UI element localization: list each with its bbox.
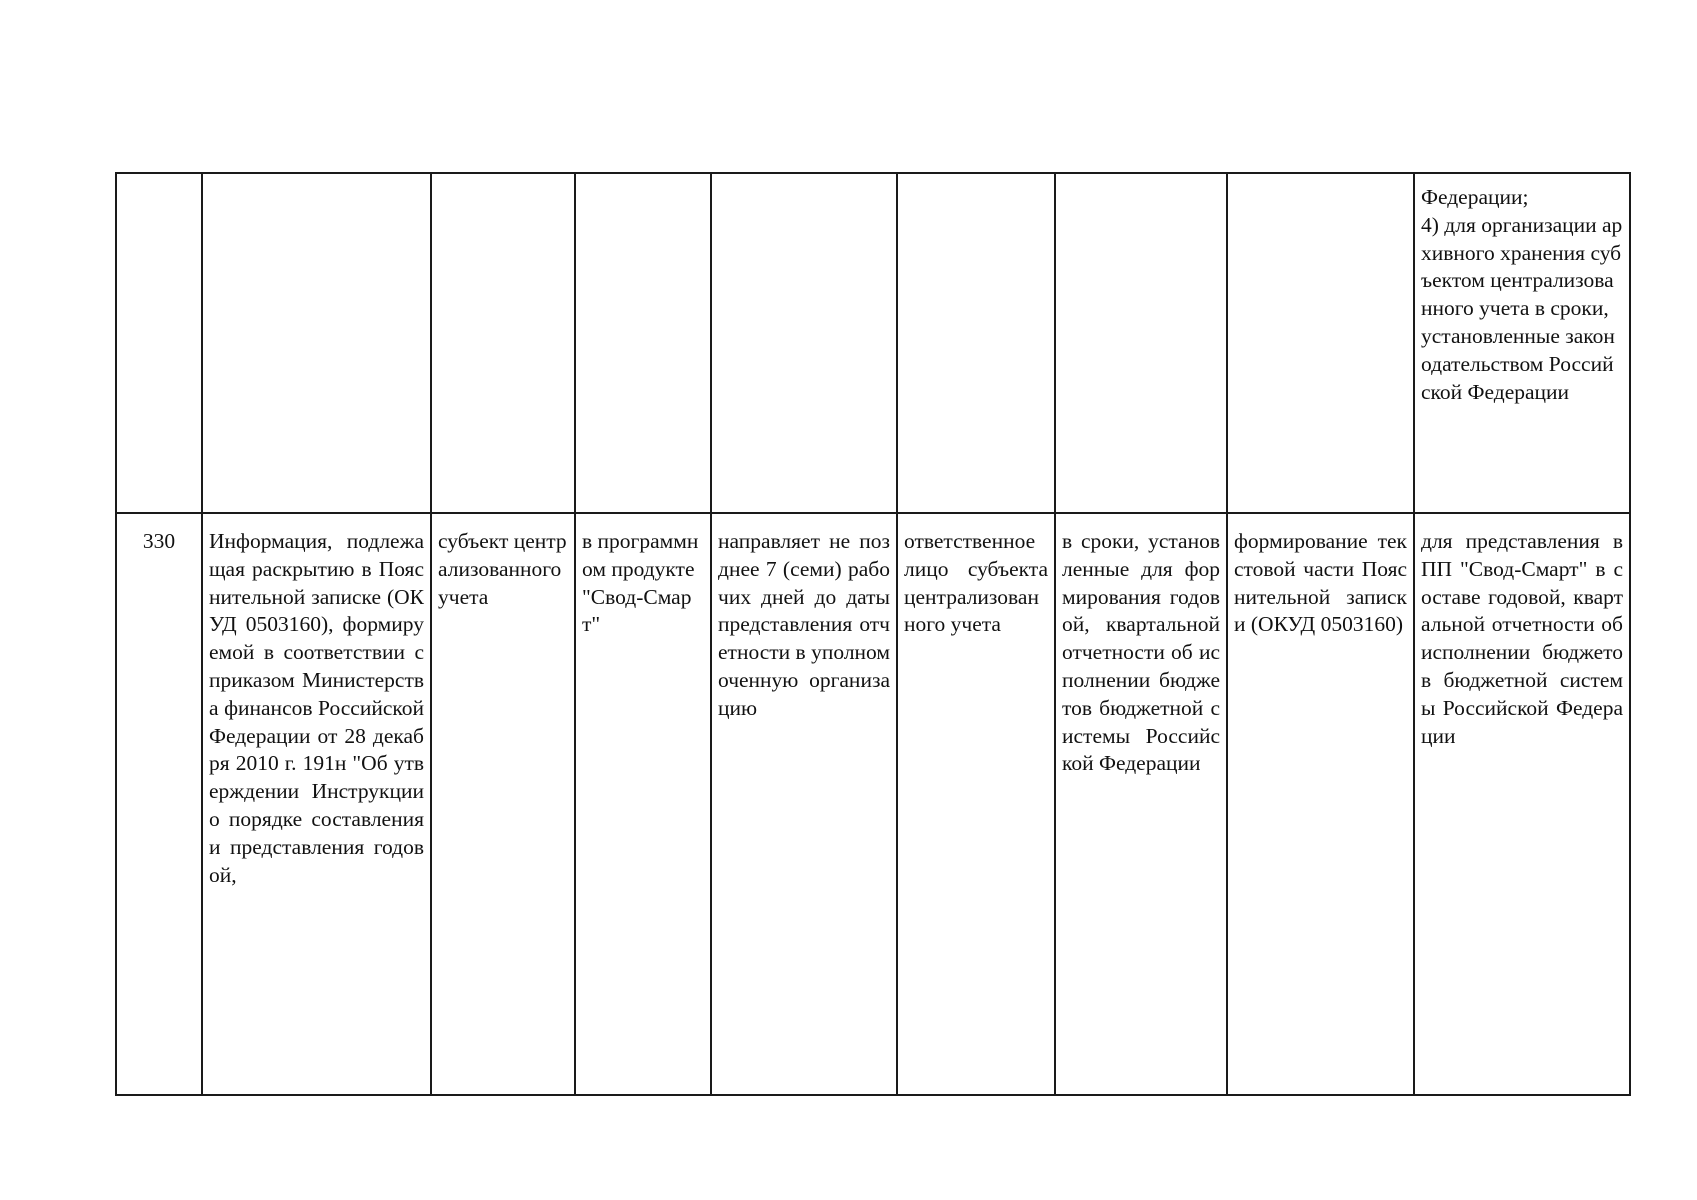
table-row-continuation: [116, 173, 1630, 513]
cell-method: в программном продукте "Свод-Смарт": [575, 513, 711, 1095]
cell-usage: для представления в ПП "Свод-Смарт" в составе годовой, квартальной отчетности об исполнении бюджетов бюджетной системы Российской Федерации: [1414, 513, 1630, 1095]
cell-responsible-person: ответственное лицо субъекта централизованного учета: [897, 513, 1055, 1095]
cell-number: 330: [116, 513, 202, 1095]
table-row-330: [116, 513, 1630, 1095]
cell-responsible-subject: субъект централизованного учета: [431, 513, 575, 1095]
cell-deadline: [1055, 173, 1227, 513]
cell-usage: Федерации; 4) для организации архивного хранения субъектом централизованного учета в сроки, установленные законодательством Российской Федерации: [1414, 173, 1630, 513]
cell-responsible-subject: [431, 173, 575, 513]
cell-information: Информация, подлежащая раскрытию в Пояснительной записке (ОКУД 0503160), формируемой в соответствии с приказом Министерства финансов Российской Федерации от 28 декабря 2010 г. 191н "Об утверждении Инструкции о порядке составления и представления годовой,: [202, 513, 431, 1095]
cell-deadline: в сроки, установленные для формирования годовой, квартальной отчетности об исполнении бюджетов бюджетной системы Российской Федерации: [1055, 513, 1227, 1095]
cell-purpose: [1227, 173, 1414, 513]
cell-number: [116, 173, 202, 513]
cell-responsible-person: [897, 173, 1055, 513]
cell-information: [202, 173, 431, 513]
document-table: [115, 172, 1631, 1096]
cell-purpose: формирование текстовой части Пояснительной записки (ОКУД 0503160): [1227, 513, 1414, 1095]
cell-action: направляет не позднее 7 (семи) рабочих дней до даты представления отчетности в уполномоченную организацию: [711, 513, 897, 1095]
cell-action: [711, 173, 897, 513]
cell-method: [575, 173, 711, 513]
